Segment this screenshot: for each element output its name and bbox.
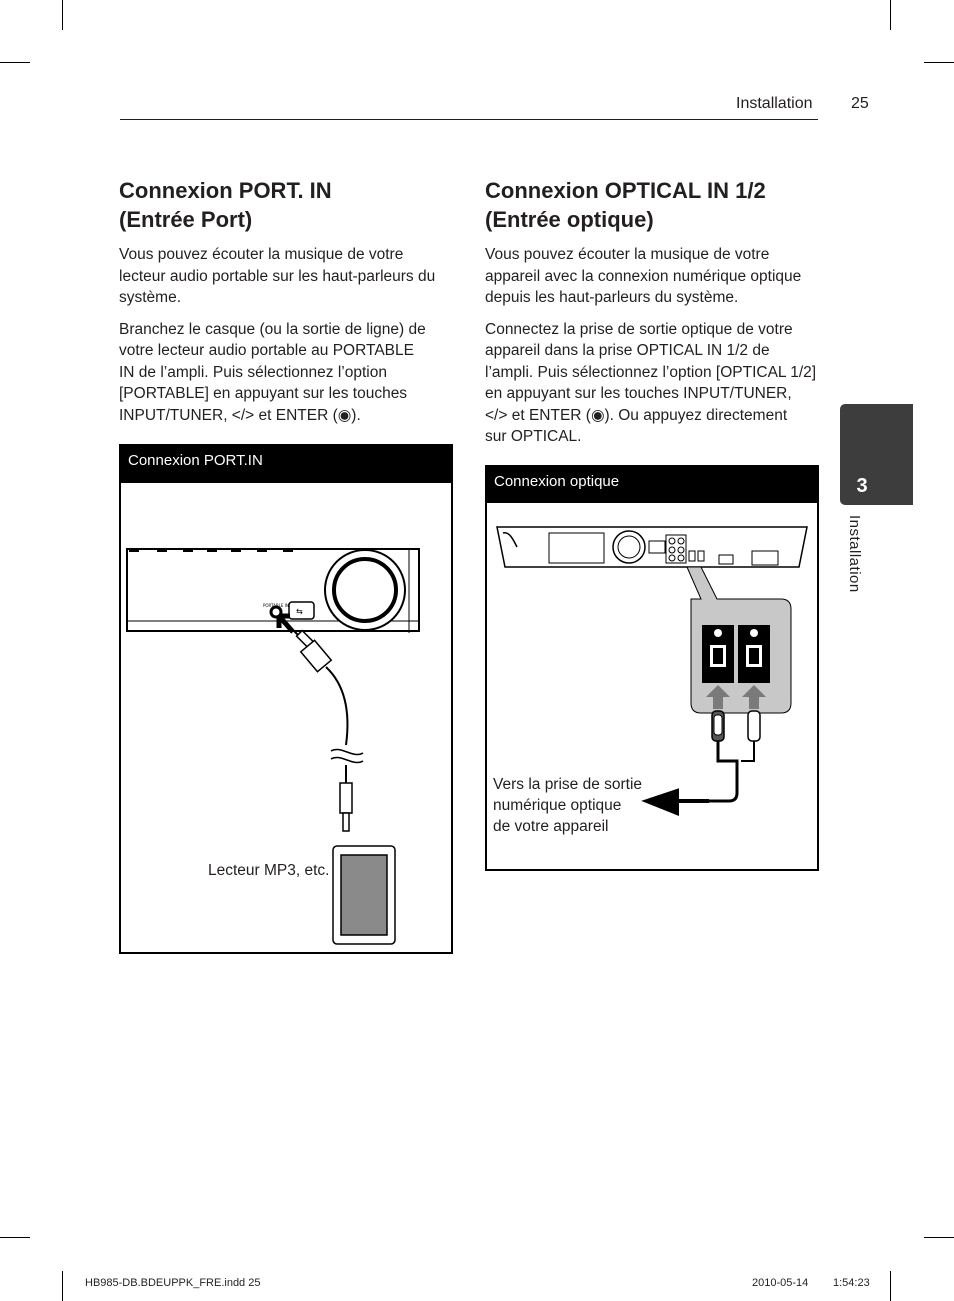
text-line: IN de l’ampli. Puis sélectionnez l’option bbox=[119, 363, 387, 381]
port-in-diagram bbox=[121, 483, 451, 952]
crop-mark bbox=[890, 1271, 891, 1301]
crop-mark bbox=[924, 62, 954, 63]
caption-line: de votre appareil bbox=[493, 818, 609, 835]
section-heading-optical-in bbox=[485, 176, 766, 234]
paragraph bbox=[119, 319, 453, 427]
running-header: Installation bbox=[736, 95, 813, 112]
figure-title: Connexion optique bbox=[487, 467, 817, 503]
crop-mark bbox=[62, 0, 63, 30]
text-line: l’ampli. Puis sélectionnez l’option [OPTICAL 1/2] bbox=[485, 363, 817, 381]
paragraph: Vous pouvez écouter la musique de votre lecteur audio portable sur les haut-parleurs du système. bbox=[119, 246, 436, 306]
chapter-number: 3 bbox=[856, 475, 868, 497]
port-label: PORTABLE IN bbox=[263, 603, 289, 608]
text-line: votre lecteur audio portable au PORTABLE bbox=[119, 342, 414, 359]
left-arrow-icon bbox=[647, 791, 709, 813]
figure-caption bbox=[493, 774, 642, 837]
paragraph: Vous pouvez écouter la musique de votre appareil avec la connexion numérique optique depuis les haut-parleurs du système. bbox=[485, 246, 802, 306]
header-rule bbox=[120, 119, 818, 120]
heading-line: Connexion PORT. IN bbox=[119, 178, 332, 203]
footer-file: HB985-DB.BDEUPPK_FRE.indd 25 bbox=[85, 1277, 261, 1289]
heading-line: (Entrée Port) bbox=[119, 207, 253, 232]
text-line: INPUT/TUNER, </> et ENTER (◉). bbox=[119, 406, 361, 424]
caption-line: Vers la prise de sortie bbox=[493, 776, 643, 793]
optical-cable bbox=[709, 711, 760, 801]
crop-mark bbox=[0, 1237, 30, 1238]
heading-line: Connexion OPTICAL IN 1/2 bbox=[485, 178, 766, 203]
section-heading-port-in bbox=[119, 176, 332, 234]
page-number: 25 bbox=[851, 95, 869, 112]
text-line: Connectez la prise de sortie optique de votre bbox=[485, 320, 793, 338]
footer-time: 1:54:23 bbox=[833, 1277, 870, 1289]
text-line: </> et ENTER (◉). Ou appuyez directement bbox=[485, 406, 788, 424]
left-body bbox=[119, 244, 453, 426]
heading-line: (Entrée optique) bbox=[485, 207, 654, 232]
text-line: sur OPTICAL. bbox=[485, 428, 582, 445]
text-line: appareil dans la prise OPTICAL IN 1/2 de bbox=[485, 342, 770, 359]
text-line: Branchez le casque (ou la sortie de ligne) de bbox=[119, 320, 426, 338]
amplifier-rear-panel bbox=[497, 527, 807, 567]
text-line: en appuyant sur les touches INPUT/TUNER, bbox=[485, 385, 792, 402]
figure-optical bbox=[485, 465, 819, 871]
mp3-player bbox=[333, 846, 395, 944]
text-line: [PORTABLE] en appuyant sur les touches bbox=[119, 385, 408, 402]
audio-cable bbox=[291, 628, 363, 831]
figure-caption: Lecteur MP3, etc. bbox=[208, 862, 330, 879]
caption-line: numérique optique bbox=[493, 797, 622, 814]
crop-mark bbox=[890, 0, 891, 30]
footer-date: 2010-05-14 bbox=[752, 1277, 809, 1289]
svg-text:⇆: ⇆ bbox=[296, 607, 303, 616]
right-body bbox=[485, 244, 819, 448]
crop-mark bbox=[62, 1271, 63, 1301]
crop-mark bbox=[924, 1237, 954, 1238]
figure-title: Connexion PORT.IN bbox=[121, 446, 451, 483]
figure-port-in bbox=[119, 444, 453, 954]
chapter-label: Installation bbox=[846, 515, 863, 593]
crop-mark bbox=[0, 62, 30, 63]
amplifier-front bbox=[127, 549, 419, 633]
paragraph bbox=[485, 319, 819, 448]
